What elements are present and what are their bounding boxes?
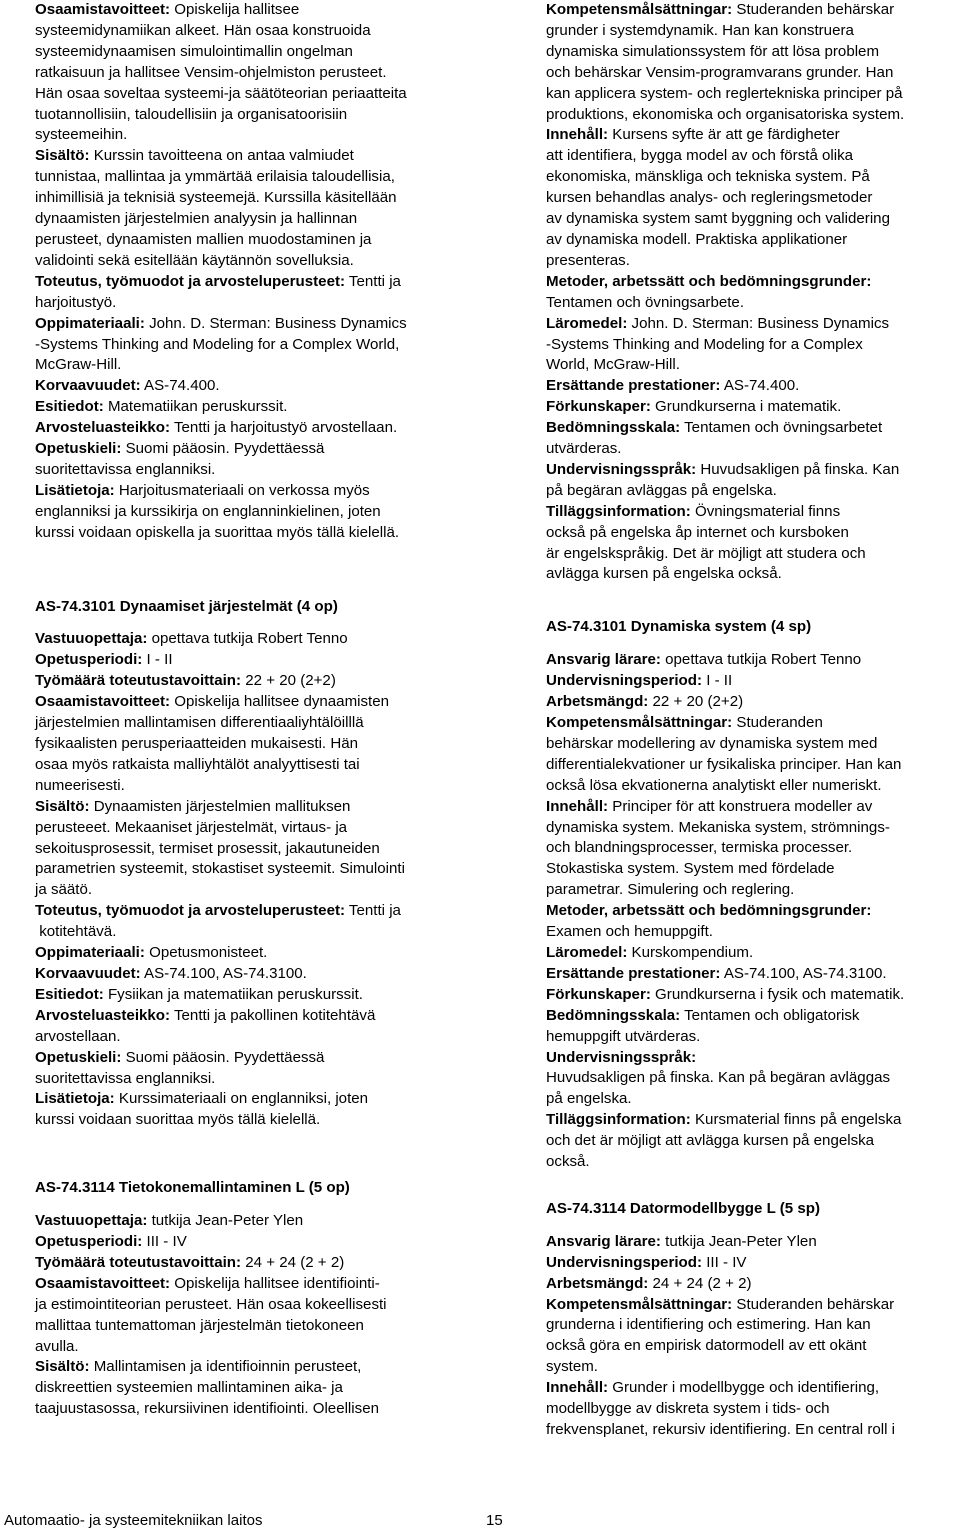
field-label: Arbetsmängd: [546, 1274, 649, 1292]
field-text: av dynamiska modell. Praktiska applikationer [546, 230, 848, 248]
field [546, 943, 960, 964]
field [546, 797, 960, 902]
field-label: Innehåll: [546, 797, 609, 815]
field-text: att identifiera, bygga model av och förstå olika [546, 147, 854, 165]
field-text: Fysiikan ja matematiikan peruskurssit. [103, 985, 363, 1003]
field-label: Undervisningsspråk: [546, 460, 697, 478]
field-text: Suomi pääosin. Pyydettäessä [121, 440, 325, 458]
field-text: AS-74.400. [140, 377, 220, 395]
field-label: Oppimateriaali: [35, 944, 145, 962]
field-text: differentialekvationer ur fysikaliska principer. Han kan [546, 755, 902, 773]
field-label: Sisältö: [35, 797, 90, 815]
field-text: Harjoitusmateriaali on verkossa myös [114, 481, 370, 499]
field-text: Grunder i modellbygge och identifiering, [608, 1379, 880, 1397]
field-text: John. D. Sterman: Business Dynamics [144, 314, 407, 332]
field [546, 1295, 960, 1379]
field-text: parametrar. Simulering och reglering. [546, 881, 795, 899]
field-text: Dynaamisten järjestelmien mallituksen [89, 797, 351, 815]
field-label: Bedömningsskala: [546, 419, 681, 437]
field-text: grunder i systemdynamik. Han kan konstruera [546, 21, 854, 39]
field [35, 1253, 507, 1274]
field-text: systeemidynamiikan alkeet. Hän osaa konstruoida [35, 21, 371, 39]
field-text: III - IV [142, 1233, 187, 1251]
field [546, 1274, 960, 1295]
field [546, 964, 960, 985]
field-text: och det är möjligt att avlägga kursen på engelska [546, 1132, 875, 1150]
field [546, 314, 960, 377]
field-text: Mallintamisen ja identifioinnin perusteet, [89, 1358, 362, 1376]
field-text: arvostellaan. [35, 1027, 121, 1045]
field-text: kursen behandlas analys- och regleringsmetoder [546, 189, 873, 207]
field [546, 125, 960, 271]
field-text: på begäran avläggas på engelska. [546, 481, 777, 499]
field [546, 502, 960, 586]
field-text: avulla. [35, 1337, 79, 1355]
field-text: utvärderas. [546, 440, 622, 458]
field [546, 713, 960, 797]
field-label: Tilläggsinformation: [546, 502, 691, 520]
field-text: Tentamen och obligatorisk [680, 1006, 860, 1024]
field-label: Förkunskaper: [546, 398, 651, 416]
field-label: Vastuuopettaja: [35, 630, 148, 648]
field-text: 24 + 24 (2 + 2) [648, 1274, 752, 1292]
field [35, 376, 507, 397]
field-label: Työmäärä toteutustavoittain: [35, 1253, 242, 1271]
field-text: sekoitusprosessit, termiset prosessit, jakautuneiden [35, 839, 380, 857]
field-label: Arvosteluasteikko: [35, 419, 171, 437]
field-text: Suomi pääosin. Pyydettäessä [121, 1048, 325, 1066]
field-text: Hän osaa soveltaa systeemi-ja säätöteorian periaatteita [35, 84, 407, 102]
field-text: ekonomiska, mänskliga och tekniska system. På [546, 168, 870, 186]
field [546, 901, 960, 943]
field-text: Opiskelija hallitsee dynaamisten [170, 693, 390, 711]
field-text: av dynamiska system samt byggning och validering [546, 210, 890, 228]
field-text: perusteeet. Mekaaniset järjestelmät, virtaus- ja [35, 818, 348, 836]
field-text: kan applicera system- och reglertekniska principer på [546, 84, 903, 102]
field-text: Examen och hemuppgift. [546, 923, 713, 941]
field [546, 1378, 960, 1441]
field [546, 0, 960, 125]
field [546, 1232, 960, 1253]
field-text: Tentti ja harjoitustyö arvostellaan. [170, 419, 398, 437]
field-text: Grundkurserna i fysik och matematik. [650, 985, 905, 1003]
field-text: och blandningsprocesser, termiska processer. [546, 839, 853, 857]
field-text: kurssi voidaan opiskella ja suorittaa myös tällä kielellä. [35, 523, 400, 541]
field-text: produktions, ekonomiska och organisatoriska system. [546, 105, 905, 123]
field-label: Arvosteluasteikko: [35, 1006, 171, 1024]
field-text: mallittaa tuntemattoman järjestelmän tietokoneen [35, 1316, 364, 1334]
field-text: McGraw-Hill. [35, 356, 122, 374]
course-title: AS-74.3114 Datormodellbygge L (5 sp) [546, 1199, 821, 1217]
field-label: Kompetensmålsättningar: [546, 1, 733, 18]
field-text: I - II [142, 651, 173, 669]
field [35, 418, 507, 439]
field-label: Förkunskaper: [546, 985, 651, 1003]
field-text: 22 + 20 (2+2) [241, 672, 336, 690]
field-text: kotitehtävä. [35, 923, 117, 941]
field-label: Undervisningsspråk: [546, 1048, 697, 1066]
field [546, 650, 960, 671]
field-text: ja säätö. [35, 881, 93, 899]
spacer [35, 544, 507, 597]
field-label: Opetusperiodi: [35, 1233, 143, 1251]
field-label: Ersättande prestationer: [546, 377, 721, 395]
field-text: system. [546, 1358, 598, 1376]
field-text: Studeranden [732, 714, 823, 731]
field-text: Tentamen och övningsarbetet [680, 419, 883, 437]
field-label: Sisältö: [35, 147, 90, 165]
field-text: Tentti ja [345, 902, 401, 920]
field-text: tutkija Jean-Peter Ylen [660, 1232, 817, 1250]
field-text: fysikaalisten perusperiaatteiden mukaisesti. Hän [35, 735, 359, 752]
field-text: harjoitustyö. [35, 293, 117, 311]
field-text: också på engelska åp internet och kursboken [546, 523, 849, 541]
field-text: 24 + 24 (2 + 2) [241, 1253, 345, 1271]
field [35, 1274, 507, 1358]
continuation-block [546, 0, 960, 585]
field-label: Vastuuopettaja: [35, 1212, 148, 1230]
field-text: ja estimointiteorian perusteet. Hän osaa kokeellisesti [35, 1295, 387, 1313]
field-text: tunnistaa, mallintaa ja ymmärtää erilaisia taloudellisia, [35, 168, 395, 186]
field-text: järjestelmien mallintamisen differentiaaliyhtälöilllä [35, 714, 364, 732]
field [35, 650, 507, 671]
field-text: Tentamen och övningsarbete. [546, 293, 745, 311]
field-text: AS-74.100, AS-74.3100. [140, 964, 307, 982]
spacer [35, 1131, 507, 1178]
field-text: Opiskelija hallitsee [170, 1, 300, 18]
spacer [546, 585, 960, 617]
field-text: Kursens syfte är att ge färdigheter [608, 126, 840, 144]
field [35, 1006, 507, 1048]
swedish-column [546, 0, 960, 1441]
course-fields [35, 1211, 507, 1420]
field [546, 1253, 960, 1274]
field-text: AS-74.100, AS-74.3100. [720, 964, 887, 982]
field-label: Undervisningsperiod: [546, 672, 702, 690]
field-label: Metoder, arbetssätt och bedömningsgrunder: [546, 902, 872, 920]
field-label: Esitiedot: [35, 398, 104, 416]
field-label: Osaamistavoitteet: [35, 1, 171, 18]
field-label: Innehåll: [546, 1379, 609, 1397]
field [35, 1048, 507, 1090]
field-label: Kompetensmålsättningar: [546, 714, 733, 731]
course-fields [546, 1232, 960, 1441]
field-text: dynaamisten järjestelmien analyysin ja hallinnan [35, 210, 358, 228]
field [546, 692, 960, 713]
field-text: Tentti ja pakollinen kotitehtävä [170, 1006, 376, 1024]
field [35, 1357, 507, 1420]
field-text: perusteet, dynaamisten mallien muodostaminen ja [35, 230, 372, 248]
field-text: Stokastiska system. System med fördelade [546, 860, 835, 878]
field-text: och behärskar Vensim-programvarans grunder. Han [546, 63, 894, 81]
field-text: presenteras. [546, 251, 630, 269]
field-text: John. D. Sterman: Business Dynamics [627, 314, 890, 332]
field-text: Huvudsakligen på finska. Kan på begäran avläggas [546, 1069, 891, 1087]
field-label: Metoder, arbetssätt och bedömningsgrunder: [546, 272, 872, 290]
field-label: Lisätietoja: [35, 1090, 115, 1108]
field-label: Toteutus, työmuodot ja arvosteluperusteet: [35, 272, 346, 290]
field-text: diskreettien systeemien mallintaminen aika- ja [35, 1379, 343, 1397]
field [35, 1211, 507, 1232]
field-text: -Systems Thinking and Modeling for a Complex World, [35, 335, 400, 353]
field-label: Korvaavuudet: [35, 377, 141, 395]
field [35, 985, 507, 1006]
field-text: dynamiska system. Mekaniska system, strömnings- [546, 818, 890, 836]
field-label: Undervisningsperiod: [546, 1253, 702, 1271]
field-label: Sisältö: [35, 1358, 90, 1376]
field [546, 985, 960, 1006]
field-label: Ansvarig lärare: [546, 1232, 661, 1250]
field-text: också. [546, 1153, 590, 1171]
field-label: Läromedel: [546, 314, 628, 332]
field-text: Studeranden behärskar [732, 1295, 895, 1313]
field-text: Principer för att konstruera modeller av [608, 797, 873, 815]
field [35, 797, 507, 902]
field-text: opettava tutkija Robert Tenno [147, 630, 348, 648]
field-text: World, McGraw-Hill. [546, 356, 680, 374]
field [35, 1089, 507, 1131]
page-number: 15 [486, 1512, 503, 1529]
field [546, 1048, 960, 1111]
field-text: numeerisesti. [35, 776, 125, 794]
field-text: modellbygge av diskreta system i tids- och [546, 1400, 830, 1418]
field-text: grunderna i identifiering och estimering. Han kan [546, 1316, 871, 1334]
field [546, 418, 960, 460]
field [546, 1006, 960, 1048]
field-label: Kompetensmålsättningar: [546, 1295, 733, 1313]
field-text: suoritettavissa englanniksi. [35, 460, 216, 478]
field-text: III - IV [702, 1253, 747, 1271]
field [35, 943, 507, 964]
field-text: osaa myös ratkaista malliyhtälöt analyyttisesti tai [35, 755, 360, 773]
field-label: Ersättande prestationer: [546, 964, 721, 982]
field-text: Övningsmaterial finns [690, 502, 841, 520]
field-text: systeemeihin. [35, 126, 128, 144]
field-text: Kurskompendium. [627, 943, 754, 961]
course-title: AS-74.3101 Dynaamiset järjestelmät (4 op) [35, 597, 338, 615]
field-text: systeemidynaamisen simulointimallin ongelman [35, 42, 353, 60]
field-text: Huvudsakligen på finska. Kan [696, 460, 900, 478]
field [546, 397, 960, 418]
course-title: AS-74.3114 Tietokonemallintaminen L (5 op) [35, 1179, 350, 1197]
field [546, 272, 960, 314]
course-title: AS-74.3101 Dynamiska system (4 sp) [546, 618, 812, 636]
field-text: Kurssin tavoitteena on antaa valmiudet [89, 147, 354, 165]
field-label: Innehåll: [546, 126, 609, 144]
field-text: på engelska. [546, 1090, 632, 1108]
field-text: Studeranden behärskar [732, 1, 895, 18]
field-label: Korvaavuudet: [35, 964, 141, 982]
finnish-column [35, 0, 507, 1420]
continuation-block [35, 0, 507, 544]
field-label: Esitiedot: [35, 985, 104, 1003]
field-label: Opetuskieli: [35, 440, 122, 458]
field-label: Läromedel: [546, 943, 628, 961]
field [35, 272, 507, 314]
field-label: Opetusperiodi: [35, 651, 143, 669]
field-text: taajuustasossa, rekursiivinen identifiointi. Oleellisen [35, 1400, 379, 1418]
field-text: är engelskspråkig. Det är möjligt att studera och [546, 544, 866, 562]
field [546, 376, 960, 397]
field [35, 481, 507, 544]
footer-department: Automaatio- ja systeemitekniikan laitos [4, 1512, 263, 1529]
field-text: I - II [702, 672, 733, 690]
field-text: Tentti ja [345, 272, 401, 290]
field [35, 692, 507, 797]
field-text: dynamiska simulationssystem för att lösa problem [546, 42, 880, 60]
field [35, 314, 507, 377]
field-text: frekvensplanet, rekursiv identifiering. En central roll i [546, 1421, 895, 1438]
field-label: Bedömningsskala: [546, 1006, 681, 1024]
field-text: 22 + 20 (2+2) [648, 693, 744, 711]
field-label: Osaamistavoitteet: [35, 693, 171, 711]
field-label: Tilläggsinformation: [546, 1111, 691, 1129]
field [35, 397, 507, 418]
field-label: Opetuskieli: [35, 1048, 122, 1066]
course-fields [546, 650, 960, 1173]
field-text: opettava tutkija Robert Tenno [660, 651, 862, 669]
field-text: också göra en empirisk datormodell av ett okänt [546, 1337, 867, 1355]
field [35, 1232, 507, 1253]
field-text: Kurssimateriaali on englanniksi, joten [114, 1090, 369, 1108]
course-fields [35, 629, 507, 1131]
field-text: avlägga kursen på engelska också. [546, 565, 782, 583]
field-text: validointi sekä esitellään käytännön sovelluksia. [35, 251, 354, 269]
field-text: hemuppgift utvärderas. [546, 1027, 701, 1045]
field-text: AS-74.400. [720, 377, 800, 395]
field-text: kurssi voidaan suorittaa myös tällä kielellä. [35, 1111, 321, 1129]
field-text: parametrien systeemit, stokastiset systeemit. Simulointi [35, 860, 405, 878]
spacer [546, 1173, 960, 1199]
field-text: också lösa ekvationerna analytiskt eller numeriskt. [546, 776, 882, 794]
field-text: englanniksi ja kurssikirja on englanninkielinen, joten [35, 502, 381, 520]
field-label: Lisätietoja: [35, 481, 115, 499]
field-label: Toteutus, työmuodot ja arvosteluperusteet: [35, 902, 346, 920]
field-text: Opetusmonisteet. [144, 944, 268, 962]
field-text: tutkija Jean-Peter Ylen [147, 1212, 304, 1230]
field-text: Opiskelija hallitsee identifiointi- [170, 1274, 380, 1292]
field-label: Oppimateriaali: [35, 314, 145, 332]
field-label: Työmäärä toteutustavoittain: [35, 672, 242, 690]
field-label: Ansvarig lärare: [546, 651, 661, 669]
field [35, 0, 507, 146]
field-text: Grundkurserna i matematik. [650, 398, 842, 416]
field [35, 964, 507, 985]
field-text: suoritettavissa englanniksi. [35, 1069, 216, 1087]
field-text: Matematiikan peruskurssit. [103, 398, 288, 416]
field-label: Arbetsmängd: [546, 693, 649, 711]
field [546, 460, 960, 502]
field [35, 439, 507, 481]
field-text: Kursmaterial finns på engelska [690, 1111, 902, 1129]
field-label: Osaamistavoitteet: [35, 1274, 171, 1292]
field-text: inhimillisiä ja teknisiä systeemejä. Kurssilla käsitellään [35, 189, 397, 207]
field [546, 1110, 960, 1173]
field [546, 671, 960, 692]
field-text: behärskar modellering av dynamiska system med [546, 734, 878, 752]
field-text: ratkaisuun ja hallitsee Vensim-ohjelmiston perusteet. [35, 63, 387, 81]
field [35, 901, 507, 943]
field [35, 629, 507, 650]
field [35, 146, 507, 271]
field [35, 671, 507, 692]
field-text: tuotannollisiin, taloudellisiin ja organisatoorisiin [35, 105, 348, 123]
field-text: -Systems Thinking and Modeling for a Complex [546, 335, 863, 353]
